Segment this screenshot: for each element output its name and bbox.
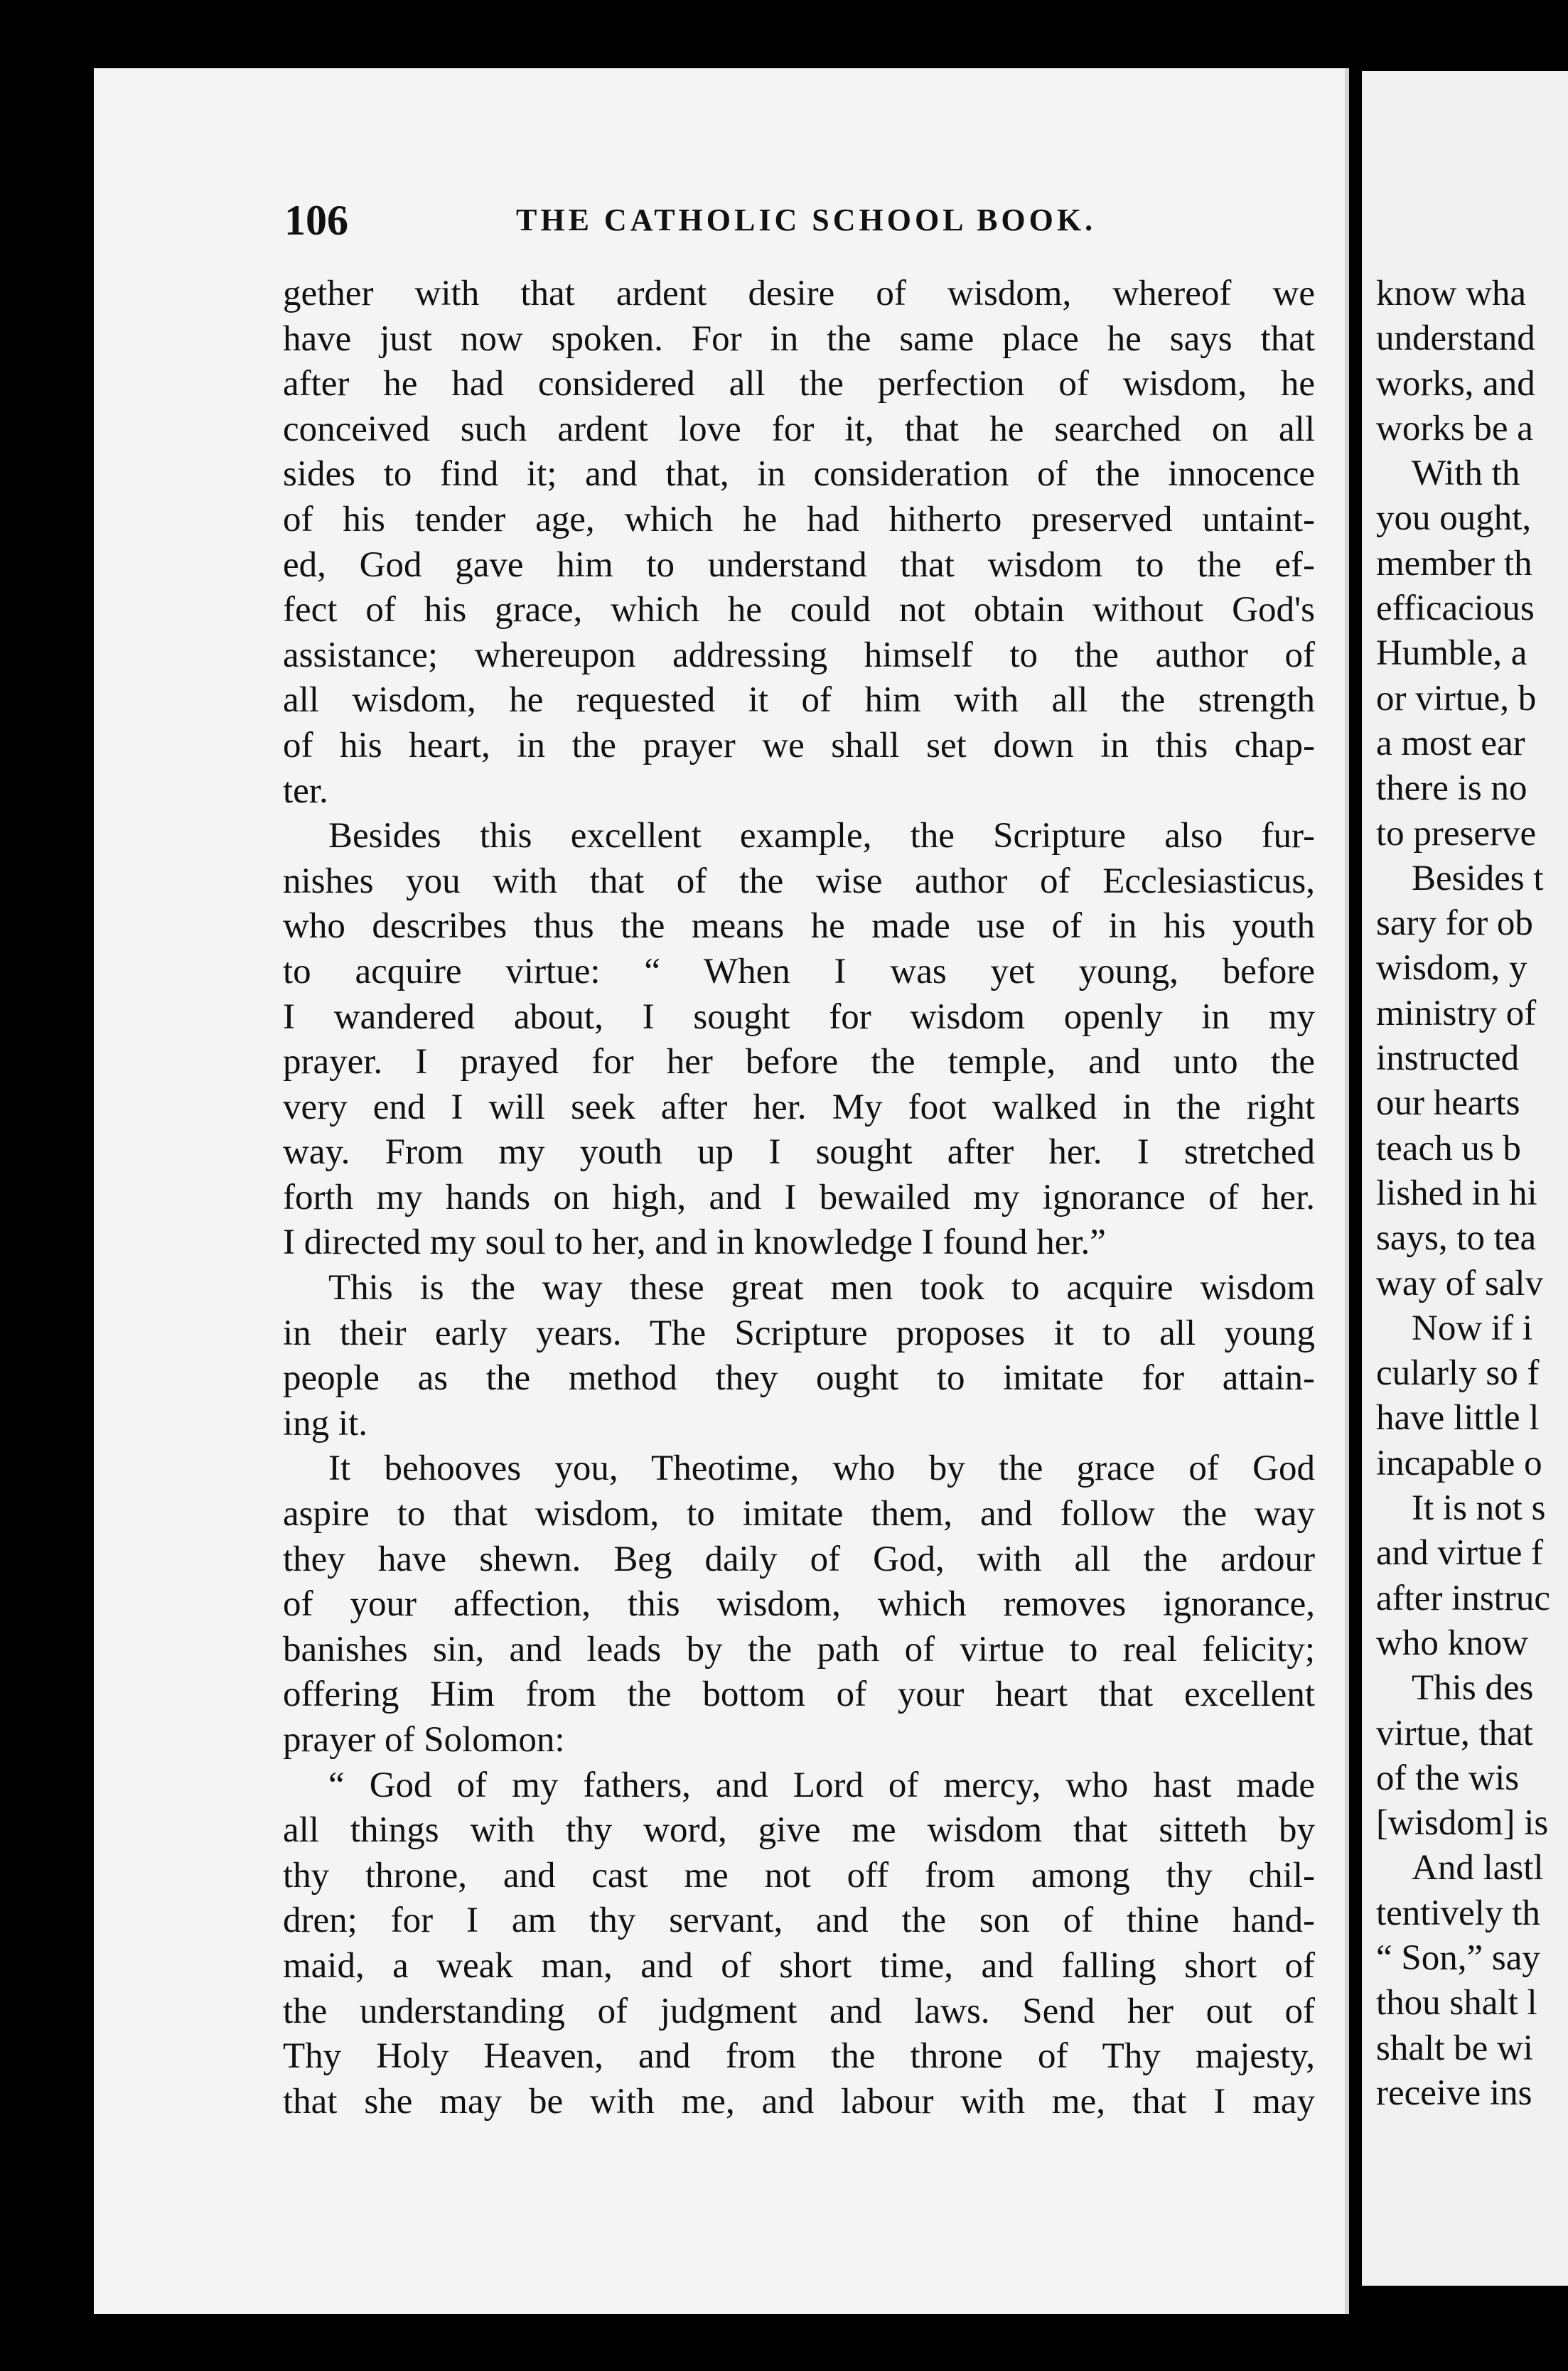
text-line: With th (1412, 453, 1520, 494)
text-line: to preserve (1376, 813, 1537, 854)
text-line: assistance; whereupon addressing himself to the author of (283, 635, 1315, 675)
text-line: teach us b (1376, 1128, 1521, 1168)
text-line: all things with thy word, give me wisdom that sitteth by (283, 1810, 1315, 1851)
text-line: offering Him from the bottom of your heart that excellent (283, 1674, 1315, 1715)
text-line: cularly so f (1376, 1353, 1540, 1394)
text-line: way of salv (1376, 1263, 1544, 1303)
text-line: very end I will seek after her. My foot walked in the right (283, 1087, 1315, 1127)
text-line: prayer of Solomon: (283, 1720, 565, 1760)
text-line: ing it. (283, 1403, 368, 1443)
text-line: shalt be wi (1376, 2028, 1533, 2068)
text-line: prayer. I prayed for her before the temple, and unto the (283, 1042, 1315, 1082)
body-text (283, 271, 1315, 2124)
text-line: And lastl (1412, 1848, 1544, 1888)
text-line: in their early years. The Scripture proposes it to all young (283, 1313, 1315, 1353)
text-line: of his heart, in the prayer we shall set down in this chap- (283, 725, 1315, 765)
text-line: conceived such ardent love for it, that he searched on all (283, 409, 1315, 449)
text-line: and virtue f (1376, 1533, 1544, 1574)
text-line: Thy Holy Heaven, and from the throne of Thy majesty, (283, 2036, 1315, 2077)
text-line: after instruc (1376, 1578, 1550, 1618)
text-line: incapable o (1376, 1443, 1542, 1483)
text-line: of his tender age, which he had hitherto preserved untaint- (283, 499, 1315, 539)
text-line: [wisdom] is (1376, 1803, 1549, 1844)
text-line: Besides t (1412, 858, 1544, 898)
text-line: who describes thus the means he made use of in his youth (283, 906, 1315, 947)
text-line: ter. (283, 770, 328, 811)
text-line: after he had considered all the perfection of wisdom, he (283, 364, 1315, 404)
text-line: have just now spoken. For in the same place he says that (283, 318, 1315, 359)
text-line: nishes you with that of the wise author of Ecclesiasticus, (283, 861, 1315, 901)
text-line: virtue, that (1376, 1713, 1533, 1753)
text-line: of the wis (1376, 1758, 1520, 1798)
text-line: have little l (1376, 1398, 1540, 1439)
text-line: This is the way these great men took to acquire wisdom (328, 1268, 1315, 1308)
text-line: understand (1376, 318, 1535, 359)
book-title: THE CATHOLIC SCHOOL BOOK. (516, 203, 1097, 237)
text-line: Humble, a (1376, 633, 1527, 674)
text-line: who know (1376, 1623, 1528, 1663)
text-line: fect of his grace, which he could not obtain without God's (283, 590, 1315, 630)
text-line: says, to tea (1376, 1218, 1537, 1259)
text-line: a most ear (1376, 723, 1525, 763)
text-line: you ought, (1376, 498, 1532, 539)
text-line: sary for ob (1376, 903, 1533, 944)
text-line: ministry of (1376, 993, 1537, 1033)
text-line: It is not s (1412, 1488, 1546, 1529)
text-line: “ Son,” say (1376, 1937, 1540, 1978)
text-line: I wandered about, I sought for wisdom openly in my (283, 996, 1315, 1037)
text-line: works, and (1376, 363, 1535, 404)
text-line: It behooves you, Theotime, who by the grace of God (328, 1448, 1315, 1489)
text-line: or virtue, b (1376, 678, 1537, 719)
text-line: Besides this excellent example, the Scripture also fur- (328, 816, 1315, 856)
text-line: ed, God gave him to understand that wisdom to the ef- (283, 544, 1315, 585)
page-number: 106 (284, 197, 348, 244)
text-line: way. From my youth up I sought after her. I stretched (283, 1132, 1315, 1173)
text-line: member th (1376, 543, 1532, 584)
text-line: banishes sin, and leads by the path of virtue to real felicity; (283, 1629, 1315, 1670)
text-line: maid, a weak man, and of short time, and falling short of (283, 1945, 1315, 1986)
text-line: know wha (1376, 274, 1527, 313)
text-line: Now if i (1412, 1308, 1532, 1348)
text-line: I directed my soul to her, and in knowledge I found her.” (283, 1222, 1106, 1263)
text-line: wisdom, y (1376, 948, 1527, 989)
text-line: of your affection, this wisdom, which removes ignorance, (283, 1584, 1315, 1625)
text-line: gether with that ardent desire of wisdom, whereof we (283, 274, 1315, 313)
text-line: sides to find it; and that, in consideration of the innocence (283, 454, 1315, 495)
text-line: tentively th (1376, 1893, 1540, 1933)
text-line: they have shewn. Beg daily of God, with all the ardour (283, 1539, 1315, 1579)
text-line: lished in hi (1376, 1173, 1537, 1213)
text-line: people as the method they ought to imitate for attain- (283, 1358, 1315, 1399)
text-line: works be a (1376, 408, 1533, 448)
text-line: all wisdom, he requested it of him with all the strength (283, 680, 1315, 721)
text-line: “ God of my fathers, and Lord of mercy, who hast made (328, 1765, 1315, 1805)
text-line: our hearts (1376, 1083, 1520, 1124)
text-line: that she may be with me, and labour with me, that I may (283, 2081, 1315, 2122)
text-line: instructed (1376, 1038, 1520, 1079)
text-line: the understanding of judgment and laws. Send her out of (283, 1991, 1315, 2031)
text-line: efficacious (1376, 588, 1535, 629)
text-line: thou shalt l (1376, 1983, 1537, 2023)
text-line: aspire to that wisdom, to imitate them, and follow the way (283, 1494, 1315, 1534)
running-head (284, 188, 1315, 252)
text-line: dren; for I am thy servant, and the son of thine hand- (283, 1900, 1315, 1941)
right-page-text (1376, 271, 1568, 2116)
text-line: forth my hands on high, and I bewailed my ignorance of her. (283, 1177, 1315, 1217)
text-line: receive ins (1376, 2072, 1532, 2113)
text-line: to acquire virtue: “ When I was yet young, before (283, 951, 1315, 991)
text-line: there is no (1376, 768, 1527, 809)
text-line: thy throne, and cast me not off from among thy chil- (283, 1855, 1315, 1896)
text-line: This des (1412, 1668, 1534, 1709)
